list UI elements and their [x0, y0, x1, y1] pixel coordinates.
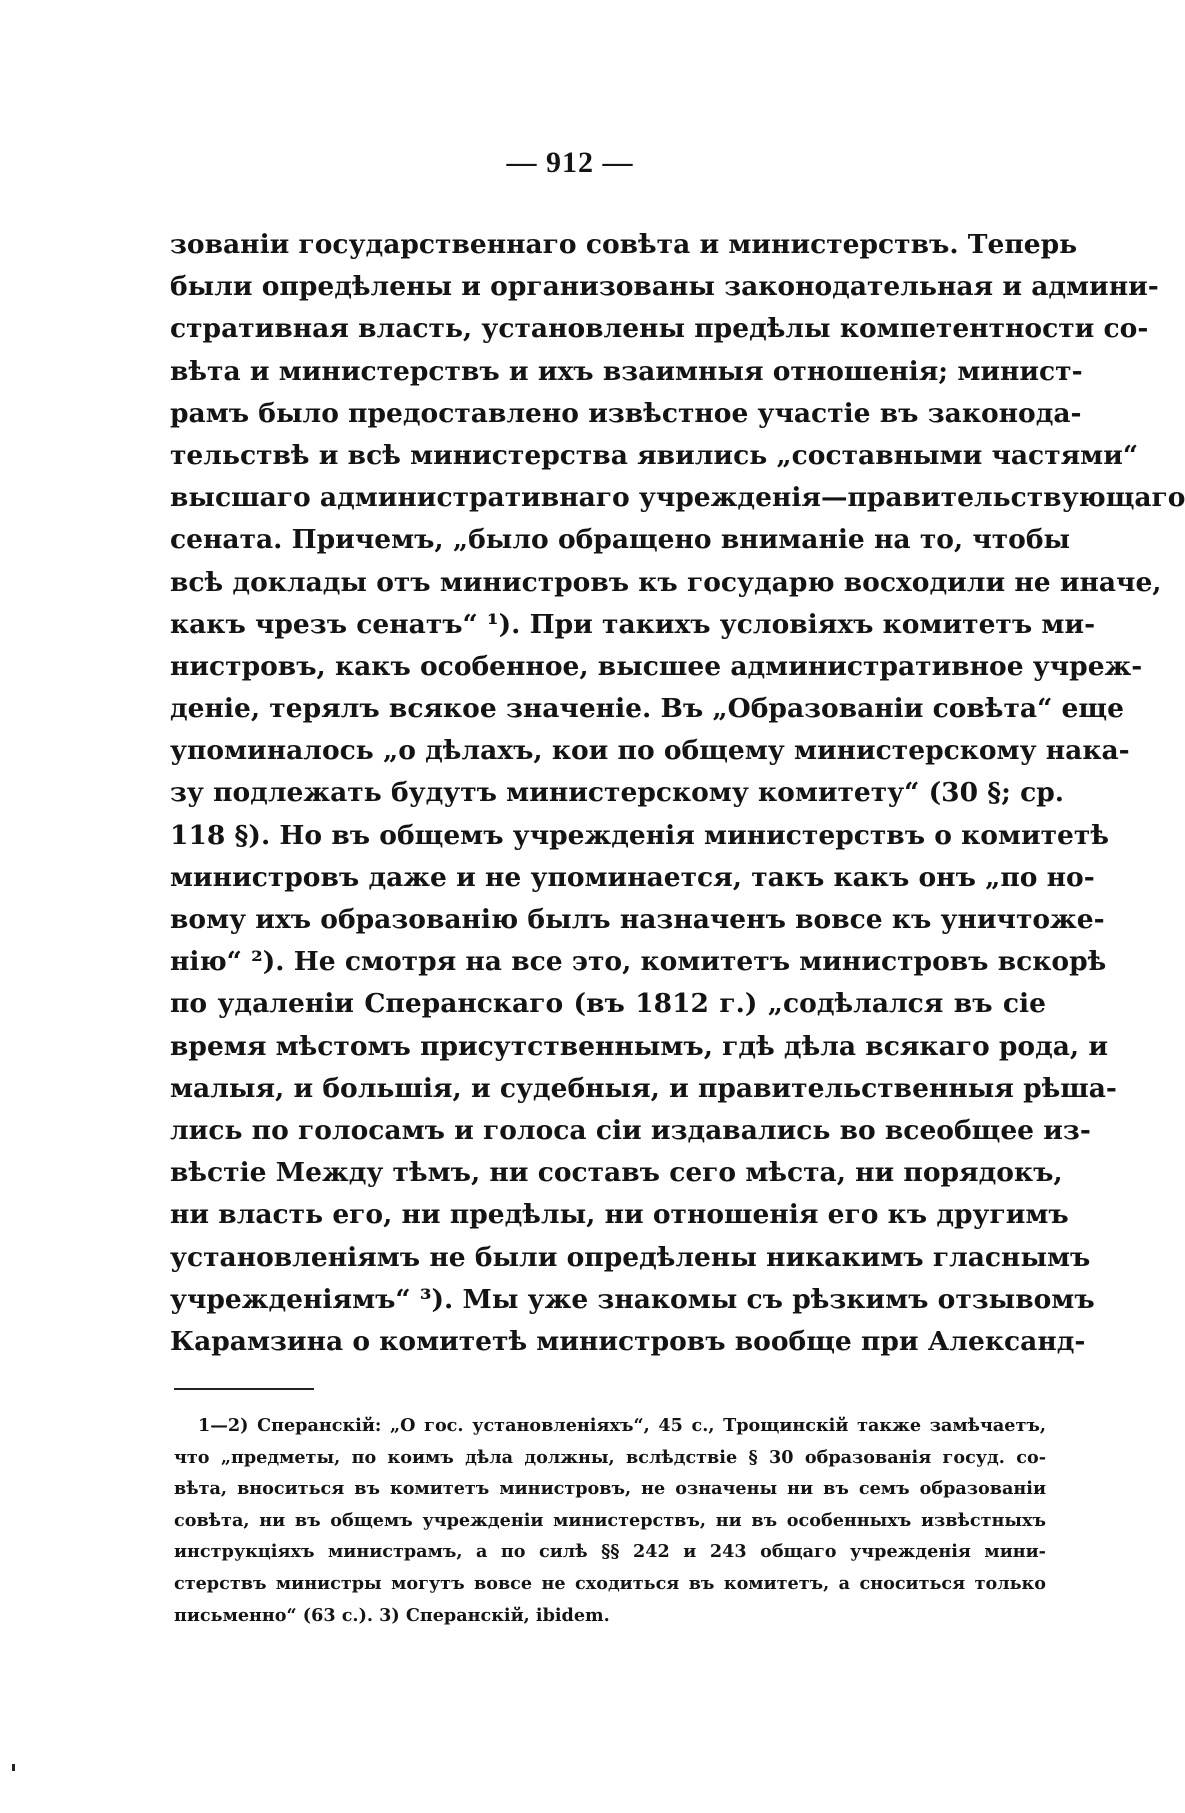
text-line: ни власть его, ни предѣлы, ни отношенія его къ другимъ [170, 1199, 1069, 1231]
main-text [170, 224, 1185, 1363]
footnote-separator [174, 1388, 314, 1390]
text-line: зованіи государственнаго совѣта и министерствъ. Теперь [170, 229, 1078, 260]
text-line: Карамзина о комитетѣ министровъ вообще при Александ- [170, 1325, 1086, 1357]
text-line: министровъ даже и не упоминается, такъ какъ онъ „по но- [170, 861, 1095, 893]
text-line: установленіямъ не были опредѣлены никакимъ гласнымъ [170, 1241, 1091, 1273]
page-number: — 912 — [506, 146, 634, 179]
footnote-line: стерствъ министры могутъ вовсе не сходиться въ комитетъ, а сноситься только [174, 1572, 1046, 1594]
text-line: всѣ доклады отъ министровъ къ государю восходили не иначе, [170, 566, 1162, 598]
text-line: лись по голосамъ и голоса сіи издавались во всеобщее из- [170, 1114, 1091, 1146]
text-line: деніе, терялъ всякое значеніе. Въ „Образованіи совѣта“ еще [170, 693, 1124, 725]
text-line: какъ чрезъ сенатъ“ ¹). При такихъ условіяхъ комитетъ ми- [170, 608, 1096, 640]
text-line: сената. Причемъ, „было обращено вниманіе на то, чтобы [170, 524, 1071, 556]
text-line: нію“ ²). Не смотря на все это, комитетъ министровъ вскорѣ [170, 946, 1107, 978]
footnote-line: что „предметы, по коимъ дѣла должны, вслѣдствіе § 30 образованія госуд. со- [174, 1446, 1046, 1468]
footnote-line: 1—2) Сперанскій: „О гос. установленіяхъ“, 45 с., Трощинскій также замѣчаетъ, [198, 1415, 1046, 1436]
text-line: по удаленіи Сперанскаго (въ 1812 г.) „содѣлался въ сіе [170, 988, 1046, 1020]
text-line: время мѣстомъ присутственнымъ, гдѣ дѣла всякаго рода, и [170, 1030, 1109, 1062]
text-line: зу подлежать будутъ министерскому комитету“ (30 §; ср. [170, 777, 1065, 809]
scan-speck [12, 1764, 15, 1771]
text-line: стративная власть, установлены предѣлы компетентности со- [170, 313, 1149, 345]
text-line: высшаго административнаго учрежденія—правительствующаго [170, 482, 1185, 514]
footnote-line: инструкціяхъ министрамъ, а по силѣ §§ 242 и 243 общаго учрежденія мини- [174, 1541, 1046, 1563]
text-line: были опредѣлены и организованы законодательная и админи- [170, 271, 1159, 303]
text-line: упоминалось „о дѣлахъ, кои по общему министерскому нака- [170, 735, 1130, 767]
text-line: учрежденіямъ“ ³). Мы уже знакомы съ рѣзкимъ отзывомъ [170, 1283, 1095, 1315]
footnote-line: вѣта, вноситься въ комитетъ министровъ, не означены ни въ семъ образованіи [174, 1478, 1046, 1500]
footnote-line: письменно“ (63 с.). 3) Сперанскій, ibidem. [174, 1604, 610, 1626]
text-line: вѣстіе Между тѣмъ, ни составъ сего мѣста, ни порядокъ, [170, 1157, 1063, 1189]
footnotes [174, 1410, 1046, 1631]
text-line: тельствѣ и всѣ министерства явились „составными частями“ [170, 439, 1139, 471]
text-line: вѣта и министерствъ и ихъ взаимныя отношенія; минист- [170, 355, 1083, 387]
text-line: малыя, и большія, и судебныя, и правительственныя рѣша- [170, 1072, 1117, 1104]
text-line: вому ихъ образованію былъ назначенъ вовсе къ уничтоже- [170, 904, 1105, 935]
text-line: 118 §). Но въ общемъ учрежденія министерствъ о комитетѣ [170, 819, 1109, 851]
text-line: нистровъ, какъ особенное, высшее административное учреж- [170, 650, 1143, 682]
footnote-line: совѣта, ни въ общемъ учрежденіи министерствъ, ни въ особенныхъ извѣстныхъ [174, 1509, 1046, 1531]
text-line: рамъ было предоставлено извѣстное участіе въ законода- [170, 397, 1082, 429]
